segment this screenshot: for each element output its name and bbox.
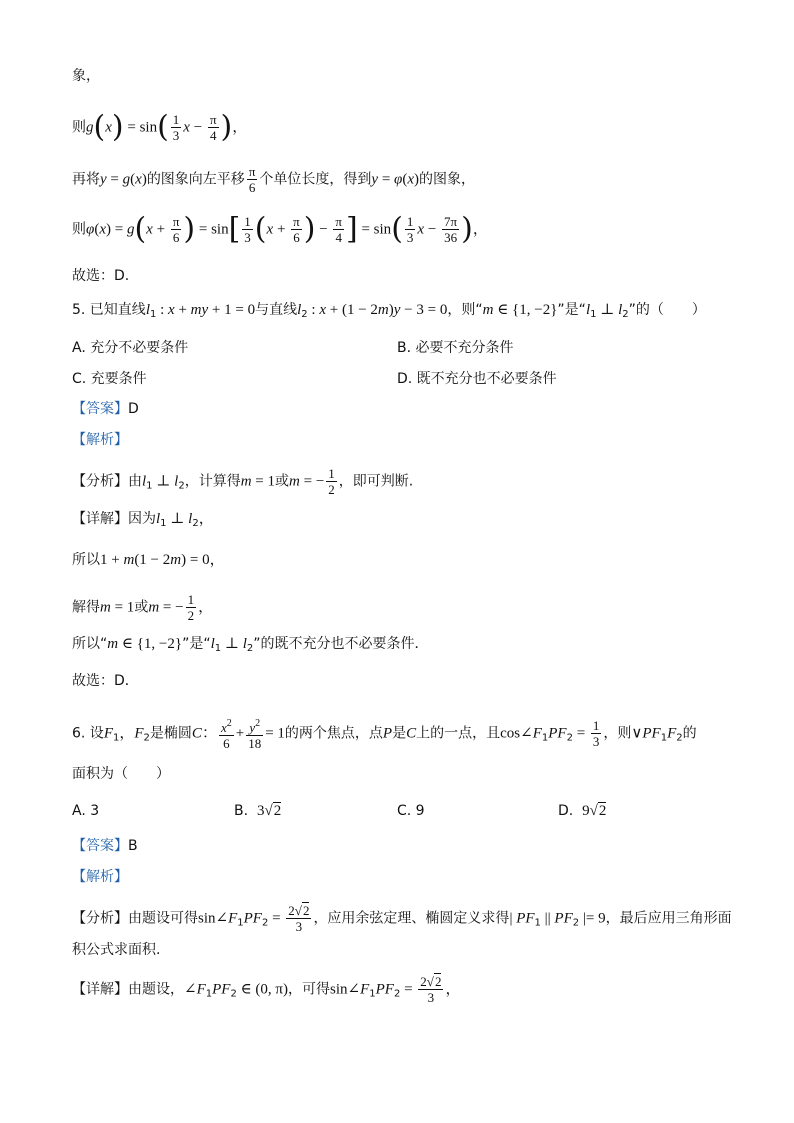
q5-stem-b: 与直线 <box>255 302 298 318</box>
g-lead: 则 <box>72 119 86 136</box>
q6-stem-c: 的两个焦点，点 <box>284 725 383 742</box>
q5-solve: 解得m = 1或m = − $\frac{1}{2}$ ， <box>72 592 214 623</box>
q5-detail-a: 因为 <box>128 511 156 527</box>
q6-stem-e: 上的一点，且 <box>416 725 501 742</box>
q5-fenxi: 【分析】由$l_1$ ⊥ $l_2$，计算得m = 1或m = − $\frac{1}{2}$ ，即可判断. <box>72 466 414 497</box>
q5-analysis-label: 【解析】 <box>72 432 128 448</box>
q5-option-d: D. 既不充分也不必要条件 <box>397 371 557 387</box>
q5-stem: 5. 已知直线$l_1$ : x + my + 1 = 0与直线$l_2$ : x + (1 − 2m)y − 3 = 0，则“m ∈ {1, −2}”是“$l_1$ ⊥ $l_2$”的（ ） <box>72 302 706 320</box>
q5-detail: 【详解】因为$l_1$ ⊥ $l_2$， <box>72 511 214 529</box>
q5-answer-tag: 【答案】 <box>72 401 128 417</box>
q5-solve-lead: 解得 <box>72 599 100 616</box>
q5-stem-a: 5. 已知直线 <box>72 302 146 318</box>
q5-detail-tag: 【详解】 <box>72 511 128 527</box>
q6-stem: 6. 设$F_1$，$F_2$是椭圆C： $\frac{x^2}{6}$ + $\frac{y^2}{18}$ = 1的两个焦点，点P是C上的一点，且$\cos\angle F_1PF_2$ = $\frac{1}{3}$ ，则$\vee PF_1F_2$的 <box>72 718 697 751</box>
q6-stem-b: 是椭圆 <box>149 725 192 742</box>
q5-stem-c: ，则“ <box>447 302 483 318</box>
q6-option-c: C. 9 <box>397 803 425 819</box>
q6-fenxi-line2: 积公式求面积. <box>72 942 161 958</box>
phi-lead: 则 <box>72 221 86 238</box>
q5-so1-lead: 所以 <box>72 552 100 568</box>
q5-fenxi-a: 由 <box>128 473 142 490</box>
q6-option-d-label: D. <box>558 803 574 819</box>
q6-option-a: A. 3 <box>72 803 100 819</box>
shift-line: 再将y = g(x)的图象向左平移 $\frac{\pi}{6}$ 个单位长度，得到y = φ(x)的图象， <box>72 164 476 195</box>
q6-option-b: B. 3√2 <box>234 803 282 819</box>
q5-fenxi-b: ，计算得 <box>184 473 241 490</box>
q6-answer-tag: 【答案】 <box>72 838 128 854</box>
q6-analysis-tag <box>72 867 128 887</box>
q5-so2-b: ”是“ <box>182 636 211 652</box>
q6-analysis-label: 【解析】 <box>72 869 128 885</box>
q5-solve-or: 或 <box>134 599 149 616</box>
q5-so1: 所以1 + m(1 − 2m) = 0， <box>72 552 225 568</box>
q6-answer-value: B <box>128 838 138 854</box>
q5-option-c: C. 充要条件 <box>72 371 147 387</box>
q6-fenxi-tag: 【分析】 <box>72 910 128 927</box>
q6-detail-a: 由题设， <box>128 981 184 998</box>
shift-lead: 再将 <box>72 171 100 188</box>
q6-detail-b: ，可得 <box>288 981 330 998</box>
q5-option-b: B. 必要不充分条件 <box>397 340 514 356</box>
shift-unit: 个单位长度，得到 <box>259 171 372 188</box>
q6-stem-d: 是 <box>392 725 407 742</box>
q6-stem-a: 6. 设 <box>72 725 104 742</box>
q5-so2-c: ”的既不充分也不必要条件． <box>253 636 429 652</box>
q6-fenxi-c: ，最后应用三角形面 <box>605 910 732 927</box>
q5-analysis-tag <box>72 430 128 450</box>
q5-option-a: A. 充分不必要条件 <box>72 340 189 356</box>
q6-answer <box>72 836 138 856</box>
q5-fenxi-d: ，即可判断. <box>338 473 414 490</box>
shift-mid: 的图象向左平移 <box>146 171 245 188</box>
q5-stem-e: ”的（ ） <box>628 302 706 318</box>
q5-so2: 所以“m ∈ {1, −2}”是“$l_1$ ⊥ $l_2$”的既不充分也不必要条件． <box>72 636 429 654</box>
top-choice: 故选：D. <box>72 268 130 284</box>
q6-detail: 【详解】由题设，$\angle F_1PF_2$ ∈ (0, π)，可得$\sin\angle F_1PF_2$ = $\frac{2√2}{3}$ ， <box>72 974 461 1005</box>
q6-fenxi-a: 由题设可得 <box>128 910 198 927</box>
q6-fenxi: 【分析】由题设可得$\sin\angle F_1PF_2$ = $\frac{2√2}{3}$ ，应用余弦定理、椭圆定义求得| $PF_1$ || $PF_2$ |= 9，最后应用三角形面 <box>72 903 732 934</box>
text-continuation: 象， <box>72 68 100 84</box>
q5-choice: 故选：D． <box>72 673 139 689</box>
q6-stem-line2: 面积为（ ） <box>72 766 170 782</box>
q6-stem-f: ，则 <box>603 725 632 742</box>
g-formula-line: 则g(x) = sin( $\frac{1}{3}$ x − $\frac{\pi}{4}$ )， <box>72 109 248 145</box>
q6-detail-tag: 【详解】 <box>72 981 128 998</box>
q6-stem-g: 的 <box>682 725 697 742</box>
q5-answer-value: D <box>128 401 139 417</box>
q5-fenxi-tag: 【分析】 <box>72 473 128 490</box>
q6-option-b-label: B. <box>234 803 249 819</box>
q5-stem-d: ”是“ <box>557 302 586 318</box>
q5-so2-a: 所以“ <box>72 636 108 652</box>
phi-formula-line: 则φ(x) = g(x + $\frac{\pi}{6}$ ) = sin[ $\frac{1}{3}$ (x + $\frac{\pi}{6}$ ) − $\frac{\pi}{4}$ ] = sin( $\frac{1}{3}$ x − $\frac{7\pi}{36}$ )， <box>72 211 488 247</box>
q5-fenxi-c: 或 <box>275 473 290 490</box>
q6-option-d: D. 9√2 <box>558 803 607 819</box>
q6-fenxi-b: ，应用余弦定理、椭圆定义求得 <box>313 910 510 927</box>
shift-tail: 的图象， <box>419 171 476 188</box>
q5-answer <box>72 399 139 419</box>
